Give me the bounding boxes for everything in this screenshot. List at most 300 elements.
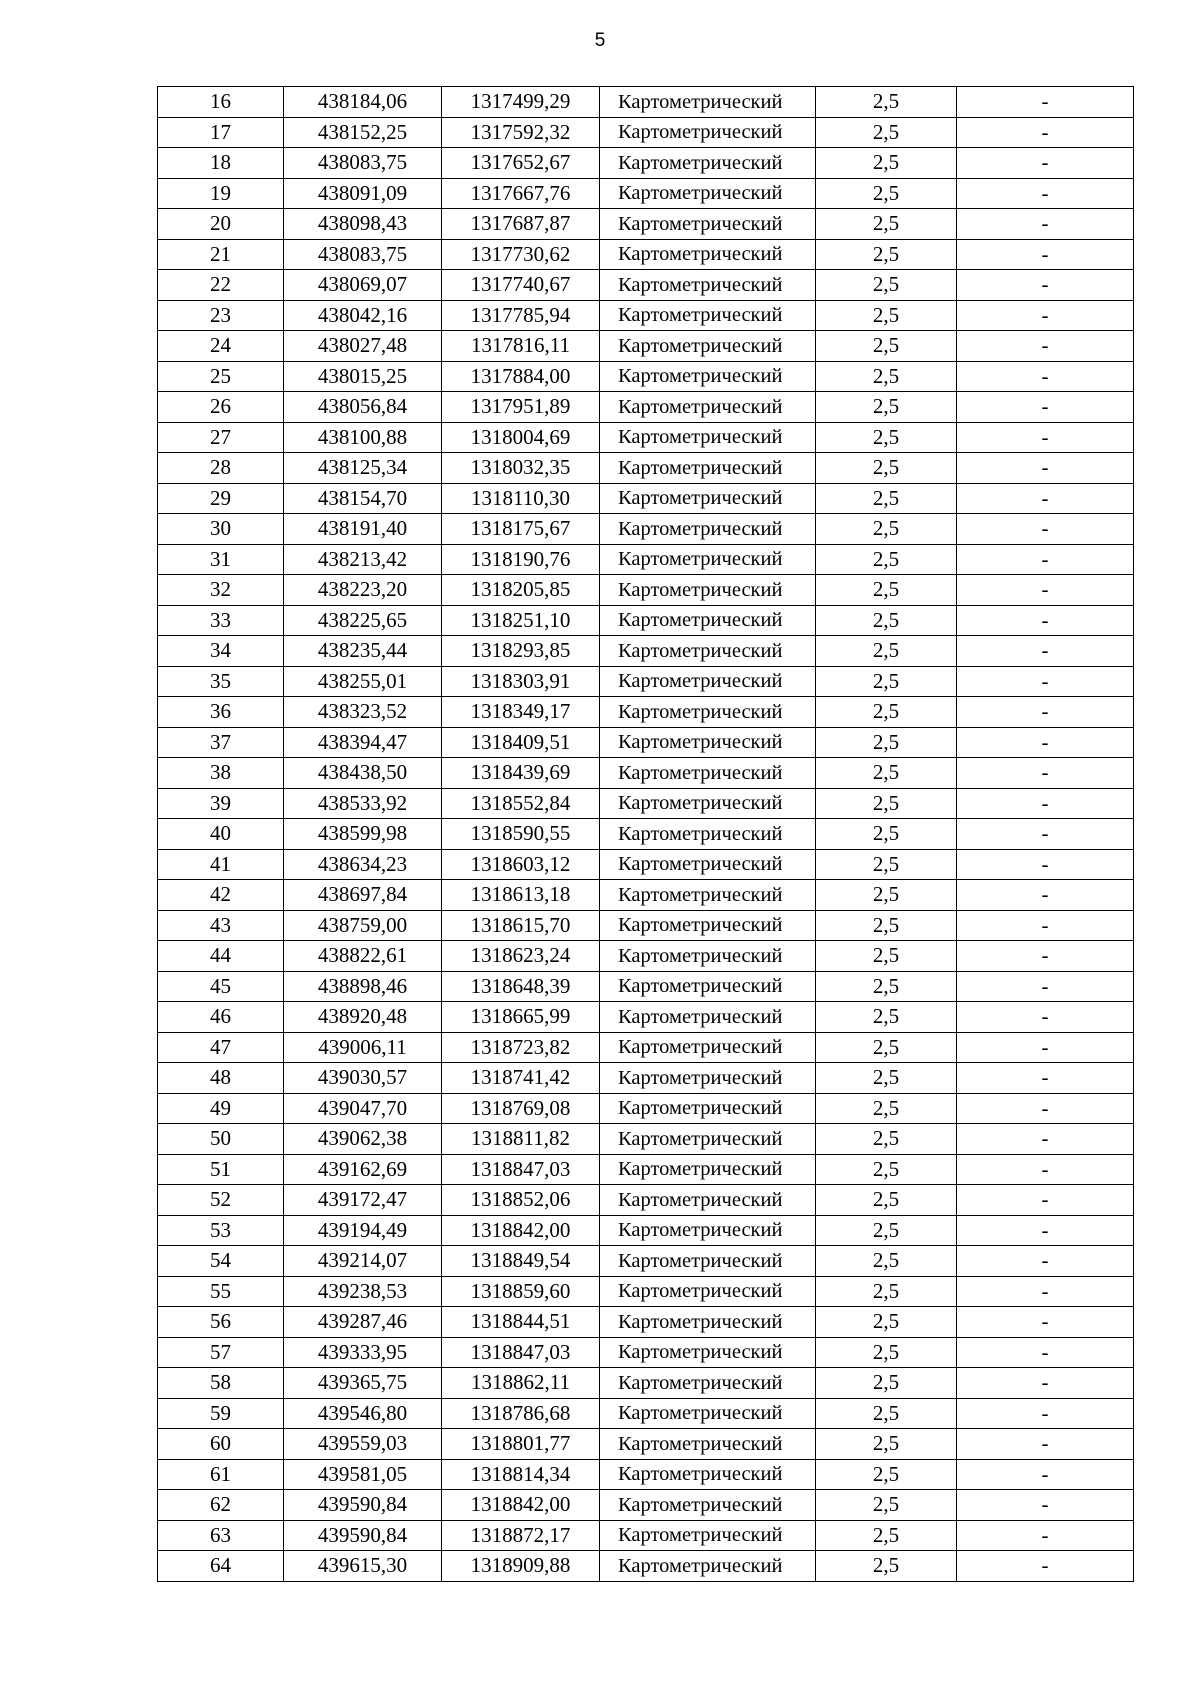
accuracy-cell: 2,5 <box>816 1490 957 1521</box>
method-cell: Картометрический <box>600 1307 816 1338</box>
accuracy-cell: 2,5 <box>816 1032 957 1063</box>
table-row <box>158 636 1134 667</box>
y-coordinate-cell: 1317499,29 <box>442 87 600 118</box>
accuracy-cell: 2,5 <box>816 910 957 941</box>
accuracy-cell: 2,5 <box>816 148 957 179</box>
description-cell: - <box>957 331 1134 362</box>
y-coordinate-cell: 1317785,94 <box>442 300 600 331</box>
method-cell: Картометрический <box>600 87 816 118</box>
method-cell: Картометрический <box>600 1215 816 1246</box>
table-row <box>158 1459 1134 1490</box>
method-cell: Картометрический <box>600 636 816 667</box>
point-number-cell: 18 <box>158 148 284 179</box>
point-number-cell: 42 <box>158 880 284 911</box>
x-coordinate-cell: 439546,80 <box>284 1398 442 1429</box>
point-number-cell: 58 <box>158 1368 284 1399</box>
point-number-cell: 63 <box>158 1520 284 1551</box>
y-coordinate-cell: 1318349,17 <box>442 697 600 728</box>
method-cell: Картометрический <box>600 1246 816 1277</box>
x-coordinate-cell: 438125,34 <box>284 453 442 484</box>
y-coordinate-cell: 1318004,69 <box>442 422 600 453</box>
description-cell: - <box>957 1032 1134 1063</box>
x-coordinate-cell: 439365,75 <box>284 1368 442 1399</box>
description-cell: - <box>957 361 1134 392</box>
x-coordinate-cell: 438599,98 <box>284 819 442 850</box>
y-coordinate-cell: 1318205,85 <box>442 575 600 606</box>
coordinates-table <box>157 86 1134 1582</box>
description-cell: - <box>957 1429 1134 1460</box>
accuracy-cell: 2,5 <box>816 605 957 636</box>
method-cell: Картометрический <box>600 117 816 148</box>
x-coordinate-cell: 438438,50 <box>284 758 442 789</box>
method-cell: Картометрический <box>600 422 816 453</box>
table-row <box>158 1063 1134 1094</box>
point-number-cell: 29 <box>158 483 284 514</box>
accuracy-cell: 2,5 <box>816 331 957 362</box>
table-row <box>158 697 1134 728</box>
table-row <box>158 971 1134 1002</box>
method-cell: Картометрический <box>600 331 816 362</box>
y-coordinate-cell: 1318844,51 <box>442 1307 600 1338</box>
y-coordinate-cell: 1318842,00 <box>442 1215 600 1246</box>
method-cell: Картометрический <box>600 239 816 270</box>
table-row <box>158 1154 1134 1185</box>
x-coordinate-cell: 439559,03 <box>284 1429 442 1460</box>
method-cell: Картометрический <box>600 758 816 789</box>
method-cell: Картометрический <box>600 544 816 575</box>
x-coordinate-cell: 438083,75 <box>284 239 442 270</box>
description-cell: - <box>957 544 1134 575</box>
accuracy-cell: 2,5 <box>816 575 957 606</box>
x-coordinate-cell: 438083,75 <box>284 148 442 179</box>
accuracy-cell: 2,5 <box>816 849 957 880</box>
x-coordinate-cell: 438255,01 <box>284 666 442 697</box>
y-coordinate-cell: 1318439,69 <box>442 758 600 789</box>
point-number-cell: 21 <box>158 239 284 270</box>
y-coordinate-cell: 1318811,82 <box>442 1124 600 1155</box>
y-coordinate-cell: 1318648,39 <box>442 971 600 1002</box>
y-coordinate-cell: 1317816,11 <box>442 331 600 362</box>
x-coordinate-cell: 438225,65 <box>284 605 442 636</box>
accuracy-cell: 2,5 <box>816 514 957 545</box>
table-row <box>158 1398 1134 1429</box>
accuracy-cell: 2,5 <box>816 1002 957 1033</box>
method-cell: Картометрический <box>600 1185 816 1216</box>
method-cell: Картометрический <box>600 483 816 514</box>
y-coordinate-cell: 1317652,67 <box>442 148 600 179</box>
method-cell: Картометрический <box>600 1063 816 1094</box>
description-cell: - <box>957 1368 1134 1399</box>
description-cell: - <box>957 1185 1134 1216</box>
description-cell: - <box>957 666 1134 697</box>
description-cell: - <box>957 483 1134 514</box>
table-row <box>158 544 1134 575</box>
point-number-cell: 59 <box>158 1398 284 1429</box>
description-cell: - <box>957 605 1134 636</box>
description-cell: - <box>957 1459 1134 1490</box>
table-row <box>158 361 1134 392</box>
accuracy-cell: 2,5 <box>816 1185 957 1216</box>
y-coordinate-cell: 1318859,60 <box>442 1276 600 1307</box>
method-cell: Картометрический <box>600 1490 816 1521</box>
point-number-cell: 39 <box>158 788 284 819</box>
method-cell: Картометрический <box>600 1154 816 1185</box>
description-cell: - <box>957 422 1134 453</box>
table-row <box>158 239 1134 270</box>
table-row <box>158 1429 1134 1460</box>
y-coordinate-cell: 1318847,03 <box>442 1337 600 1368</box>
accuracy-cell: 2,5 <box>816 1429 957 1460</box>
accuracy-cell: 2,5 <box>816 1215 957 1246</box>
method-cell: Картометрический <box>600 300 816 331</box>
x-coordinate-cell: 438235,44 <box>284 636 442 667</box>
y-coordinate-cell: 1318590,55 <box>442 819 600 850</box>
accuracy-cell: 2,5 <box>816 1337 957 1368</box>
description-cell: - <box>957 636 1134 667</box>
point-number-cell: 55 <box>158 1276 284 1307</box>
accuracy-cell: 2,5 <box>816 300 957 331</box>
accuracy-cell: 2,5 <box>816 666 957 697</box>
table-row <box>158 117 1134 148</box>
description-cell: - <box>957 1215 1134 1246</box>
accuracy-cell: 2,5 <box>816 209 957 240</box>
accuracy-cell: 2,5 <box>816 1551 957 1582</box>
description-cell: - <box>957 1124 1134 1155</box>
method-cell: Картометрический <box>600 361 816 392</box>
table-row <box>158 941 1134 972</box>
table-row <box>158 727 1134 758</box>
x-coordinate-cell: 438697,84 <box>284 880 442 911</box>
point-number-cell: 60 <box>158 1429 284 1460</box>
x-coordinate-cell: 439590,84 <box>284 1490 442 1521</box>
accuracy-cell: 2,5 <box>816 178 957 209</box>
point-number-cell: 53 <box>158 1215 284 1246</box>
description-cell: - <box>957 1002 1134 1033</box>
y-coordinate-cell: 1318741,42 <box>442 1063 600 1094</box>
method-cell: Картометрический <box>600 1551 816 1582</box>
point-number-cell: 20 <box>158 209 284 240</box>
accuracy-cell: 2,5 <box>816 239 957 270</box>
description-cell: - <box>957 910 1134 941</box>
description-cell: - <box>957 117 1134 148</box>
y-coordinate-cell: 1318723,82 <box>442 1032 600 1063</box>
x-coordinate-cell: 438634,23 <box>284 849 442 880</box>
x-coordinate-cell: 438898,46 <box>284 971 442 1002</box>
description-cell: - <box>957 1337 1134 1368</box>
accuracy-cell: 2,5 <box>816 392 957 423</box>
table-row <box>158 788 1134 819</box>
description-cell: - <box>957 727 1134 758</box>
y-coordinate-cell: 1318552,84 <box>442 788 600 819</box>
point-number-cell: 24 <box>158 331 284 362</box>
accuracy-cell: 2,5 <box>816 1246 957 1277</box>
accuracy-cell: 2,5 <box>816 361 957 392</box>
x-coordinate-cell: 439238,53 <box>284 1276 442 1307</box>
point-number-cell: 30 <box>158 514 284 545</box>
accuracy-cell: 2,5 <box>816 941 957 972</box>
y-coordinate-cell: 1317592,32 <box>442 117 600 148</box>
table-row <box>158 1215 1134 1246</box>
accuracy-cell: 2,5 <box>816 483 957 514</box>
description-cell: - <box>957 239 1134 270</box>
table-row <box>158 1185 1134 1216</box>
method-cell: Картометрический <box>600 178 816 209</box>
point-number-cell: 44 <box>158 941 284 972</box>
point-number-cell: 62 <box>158 1490 284 1521</box>
point-number-cell: 50 <box>158 1124 284 1155</box>
point-number-cell: 46 <box>158 1002 284 1033</box>
description-cell: - <box>957 849 1134 880</box>
x-coordinate-cell: 438069,07 <box>284 270 442 301</box>
table-row <box>158 605 1134 636</box>
method-cell: Картометрический <box>600 697 816 728</box>
x-coordinate-cell: 438027,48 <box>284 331 442 362</box>
x-coordinate-cell: 438056,84 <box>284 392 442 423</box>
point-number-cell: 28 <box>158 453 284 484</box>
y-coordinate-cell: 1318175,67 <box>442 514 600 545</box>
point-number-cell: 36 <box>158 697 284 728</box>
point-number-cell: 41 <box>158 849 284 880</box>
accuracy-cell: 2,5 <box>816 727 957 758</box>
description-cell: - <box>957 971 1134 1002</box>
y-coordinate-cell: 1318814,34 <box>442 1459 600 1490</box>
table-row <box>158 1093 1134 1124</box>
y-coordinate-cell: 1318032,35 <box>442 453 600 484</box>
accuracy-cell: 2,5 <box>816 87 957 118</box>
description-cell: - <box>957 819 1134 850</box>
y-coordinate-cell: 1318872,17 <box>442 1520 600 1551</box>
x-coordinate-cell: 438091,09 <box>284 178 442 209</box>
method-cell: Картометрический <box>600 849 816 880</box>
x-coordinate-cell: 438152,25 <box>284 117 442 148</box>
x-coordinate-cell: 439006,11 <box>284 1032 442 1063</box>
description-cell: - <box>957 270 1134 301</box>
point-number-cell: 48 <box>158 1063 284 1094</box>
table-row <box>158 575 1134 606</box>
description-cell: - <box>957 697 1134 728</box>
table-row <box>158 1368 1134 1399</box>
point-number-cell: 25 <box>158 361 284 392</box>
table-row <box>158 1276 1134 1307</box>
description-cell: - <box>957 178 1134 209</box>
x-coordinate-cell: 438042,16 <box>284 300 442 331</box>
method-cell: Картометрический <box>600 1032 816 1063</box>
accuracy-cell: 2,5 <box>816 636 957 667</box>
method-cell: Картометрический <box>600 209 816 240</box>
point-number-cell: 61 <box>158 1459 284 1490</box>
x-coordinate-cell: 439062,38 <box>284 1124 442 1155</box>
accuracy-cell: 2,5 <box>816 697 957 728</box>
method-cell: Картометрический <box>600 666 816 697</box>
method-cell: Картометрический <box>600 727 816 758</box>
description-cell: - <box>957 941 1134 972</box>
x-coordinate-cell: 438100,88 <box>284 422 442 453</box>
point-number-cell: 16 <box>158 87 284 118</box>
x-coordinate-cell: 438184,06 <box>284 87 442 118</box>
accuracy-cell: 2,5 <box>816 1520 957 1551</box>
point-number-cell: 35 <box>158 666 284 697</box>
accuracy-cell: 2,5 <box>816 1459 957 1490</box>
x-coordinate-cell: 439581,05 <box>284 1459 442 1490</box>
table-row <box>158 300 1134 331</box>
y-coordinate-cell: 1317730,62 <box>442 239 600 270</box>
table-row <box>158 483 1134 514</box>
y-coordinate-cell: 1318801,77 <box>442 1429 600 1460</box>
y-coordinate-cell: 1318293,85 <box>442 636 600 667</box>
point-number-cell: 27 <box>158 422 284 453</box>
description-cell: - <box>957 87 1134 118</box>
method-cell: Картометрический <box>600 971 816 1002</box>
point-number-cell: 43 <box>158 910 284 941</box>
method-cell: Картометрический <box>600 148 816 179</box>
y-coordinate-cell: 1318786,68 <box>442 1398 600 1429</box>
table-row <box>158 87 1134 118</box>
x-coordinate-cell: 439030,57 <box>284 1063 442 1094</box>
y-coordinate-cell: 1318852,06 <box>442 1185 600 1216</box>
y-coordinate-cell: 1318613,18 <box>442 880 600 911</box>
point-number-cell: 49 <box>158 1093 284 1124</box>
x-coordinate-cell: 438920,48 <box>284 1002 442 1033</box>
description-cell: - <box>957 1490 1134 1521</box>
table-row <box>158 666 1134 697</box>
coordinates-table-body <box>158 87 1134 1582</box>
accuracy-cell: 2,5 <box>816 1368 957 1399</box>
description-cell: - <box>957 1520 1134 1551</box>
method-cell: Картометрический <box>600 910 816 941</box>
accuracy-cell: 2,5 <box>816 819 957 850</box>
description-cell: - <box>957 788 1134 819</box>
accuracy-cell: 2,5 <box>816 971 957 1002</box>
accuracy-cell: 2,5 <box>816 544 957 575</box>
table-row <box>158 758 1134 789</box>
y-coordinate-cell: 1318603,12 <box>442 849 600 880</box>
y-coordinate-cell: 1317884,00 <box>442 361 600 392</box>
table-row <box>158 1551 1134 1582</box>
description-cell: - <box>957 453 1134 484</box>
y-coordinate-cell: 1318849,54 <box>442 1246 600 1277</box>
table-row <box>158 819 1134 850</box>
accuracy-cell: 2,5 <box>816 270 957 301</box>
method-cell: Картометрический <box>600 514 816 545</box>
y-coordinate-cell: 1318862,11 <box>442 1368 600 1399</box>
x-coordinate-cell: 438323,52 <box>284 697 442 728</box>
point-number-cell: 17 <box>158 117 284 148</box>
table-row <box>158 331 1134 362</box>
x-coordinate-cell: 438213,42 <box>284 544 442 575</box>
point-number-cell: 32 <box>158 575 284 606</box>
table-row <box>158 514 1134 545</box>
description-cell: - <box>957 1307 1134 1338</box>
table-row <box>158 1307 1134 1338</box>
accuracy-cell: 2,5 <box>816 1124 957 1155</box>
table-row <box>158 392 1134 423</box>
point-number-cell: 37 <box>158 727 284 758</box>
point-number-cell: 64 <box>158 1551 284 1582</box>
table-row <box>158 1032 1134 1063</box>
method-cell: Картометрический <box>600 605 816 636</box>
point-number-cell: 38 <box>158 758 284 789</box>
point-number-cell: 52 <box>158 1185 284 1216</box>
method-cell: Картометрический <box>600 1002 816 1033</box>
x-coordinate-cell: 439615,30 <box>284 1551 442 1582</box>
description-cell: - <box>957 880 1134 911</box>
point-number-cell: 33 <box>158 605 284 636</box>
description-cell: - <box>957 1276 1134 1307</box>
description-cell: - <box>957 1093 1134 1124</box>
method-cell: Картометрический <box>600 941 816 972</box>
x-coordinate-cell: 439047,70 <box>284 1093 442 1124</box>
table-row <box>158 209 1134 240</box>
description-cell: - <box>957 392 1134 423</box>
y-coordinate-cell: 1318623,24 <box>442 941 600 972</box>
y-coordinate-cell: 1318190,76 <box>442 544 600 575</box>
method-cell: Картометрический <box>600 1368 816 1399</box>
description-cell: - <box>957 1154 1134 1185</box>
accuracy-cell: 2,5 <box>816 788 957 819</box>
method-cell: Картометрический <box>600 1276 816 1307</box>
y-coordinate-cell: 1318842,00 <box>442 1490 600 1521</box>
page-number: 5 <box>594 30 606 51</box>
point-number-cell: 23 <box>158 300 284 331</box>
point-number-cell: 22 <box>158 270 284 301</box>
x-coordinate-cell: 439590,84 <box>284 1520 442 1551</box>
y-coordinate-cell: 1318769,08 <box>442 1093 600 1124</box>
method-cell: Картометрический <box>600 1093 816 1124</box>
point-number-cell: 26 <box>158 392 284 423</box>
table-row <box>158 178 1134 209</box>
table-row <box>158 1246 1134 1277</box>
point-number-cell: 47 <box>158 1032 284 1063</box>
method-cell: Картометрический <box>600 788 816 819</box>
table-row <box>158 880 1134 911</box>
description-cell: - <box>957 1551 1134 1582</box>
x-coordinate-cell: 438154,70 <box>284 483 442 514</box>
method-cell: Картометрический <box>600 1337 816 1368</box>
point-number-cell: 34 <box>158 636 284 667</box>
y-coordinate-cell: 1318303,91 <box>442 666 600 697</box>
x-coordinate-cell: 438015,25 <box>284 361 442 392</box>
method-cell: Картометрический <box>600 1459 816 1490</box>
table-row <box>158 453 1134 484</box>
description-cell: - <box>957 758 1134 789</box>
description-cell: - <box>957 300 1134 331</box>
point-number-cell: 40 <box>158 819 284 850</box>
method-cell: Картометрический <box>600 1429 816 1460</box>
y-coordinate-cell: 1318909,88 <box>442 1551 600 1582</box>
description-cell: - <box>957 148 1134 179</box>
y-coordinate-cell: 1318665,99 <box>442 1002 600 1033</box>
accuracy-cell: 2,5 <box>816 1398 957 1429</box>
y-coordinate-cell: 1317951,89 <box>442 392 600 423</box>
accuracy-cell: 2,5 <box>816 1276 957 1307</box>
x-coordinate-cell: 439172,47 <box>284 1185 442 1216</box>
x-coordinate-cell: 439287,46 <box>284 1307 442 1338</box>
point-number-cell: 51 <box>158 1154 284 1185</box>
table-row <box>158 422 1134 453</box>
table-row <box>158 1520 1134 1551</box>
x-coordinate-cell: 438223,20 <box>284 575 442 606</box>
x-coordinate-cell: 439162,69 <box>284 1154 442 1185</box>
y-coordinate-cell: 1317740,67 <box>442 270 600 301</box>
y-coordinate-cell: 1318110,30 <box>442 483 600 514</box>
x-coordinate-cell: 438822,61 <box>284 941 442 972</box>
x-coordinate-cell: 438394,47 <box>284 727 442 758</box>
x-coordinate-cell: 439333,95 <box>284 1337 442 1368</box>
table-row <box>158 270 1134 301</box>
method-cell: Картометрический <box>600 270 816 301</box>
description-cell: - <box>957 1063 1134 1094</box>
accuracy-cell: 2,5 <box>816 453 957 484</box>
